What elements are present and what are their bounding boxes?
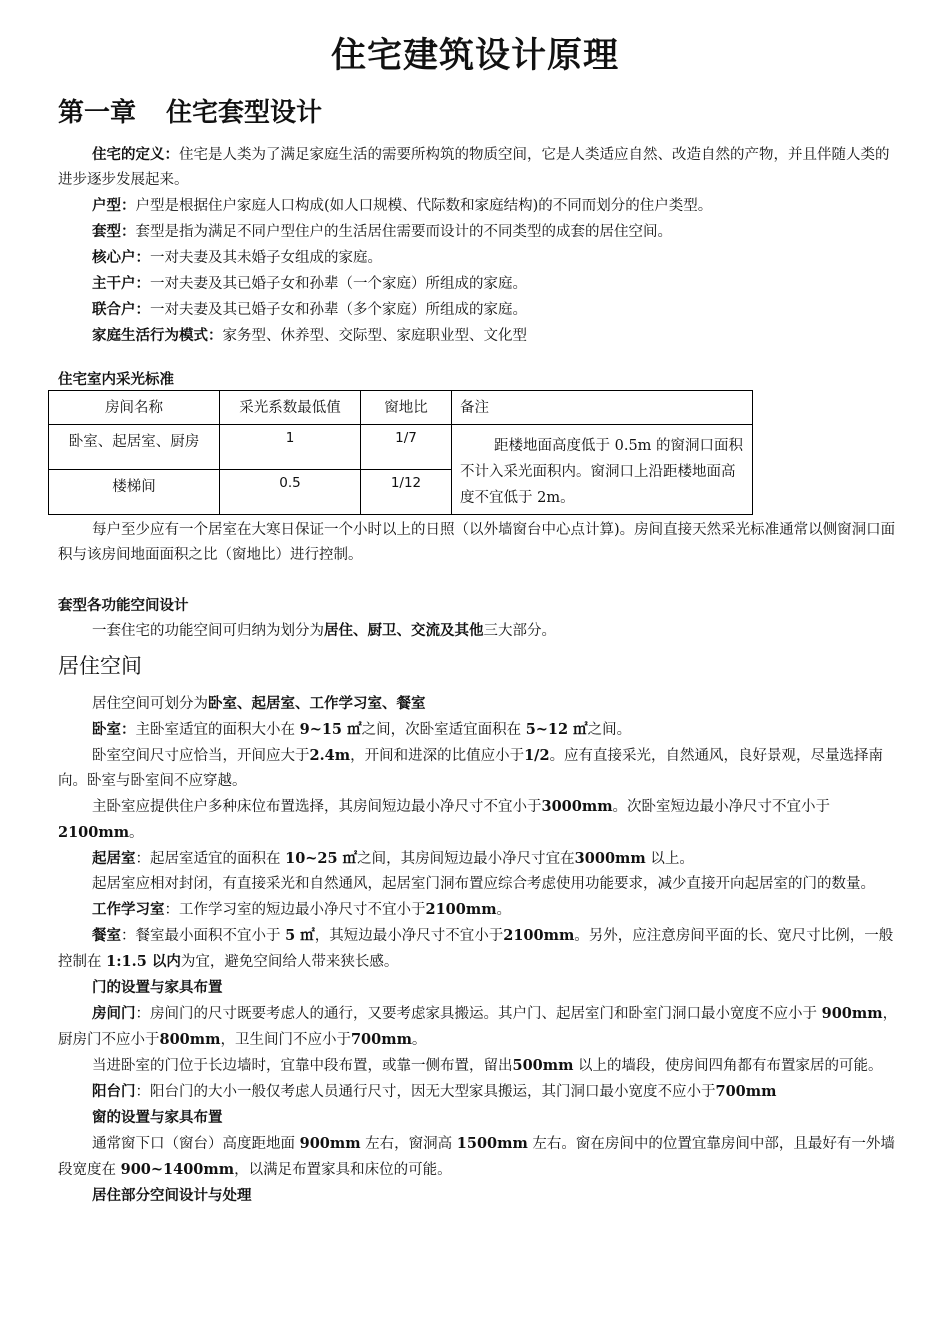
value: 2100mm <box>503 927 575 944</box>
text-span: 。次卧室短边最小净尺寸不宜小于 <box>612 799 831 815</box>
text-span: 左右。窗在房间中的位置宜靠房间中部，且最好有一外墙段宽度在 <box>58 1136 895 1178</box>
paragraph <box>58 1079 903 1105</box>
window-heading: 窗的设置与家具布置 <box>92 1109 223 1126</box>
definition-term: 家庭生活行为模式： <box>92 327 223 344</box>
paragraph <box>58 897 903 923</box>
lighting-standard-table <box>48 390 753 515</box>
function-heading: 套型各功能空间设计 <box>58 597 189 614</box>
subheading <box>58 1105 903 1131</box>
definition-term: 联合户： <box>92 301 150 318</box>
definition-item <box>58 297 903 323</box>
value: 9~15 ㎡ <box>299 721 362 738</box>
text-span: 主卧室适宜的面积大小在 <box>135 722 300 738</box>
definition-item <box>58 323 903 349</box>
paragraph <box>58 923 903 975</box>
text-span: 以上的墙段，使房间四角都有布置家居的可能。 <box>573 1058 883 1074</box>
text-span: 卧室空间尺寸应恰当，开间应大于 <box>92 748 310 764</box>
table-caption: 住宅室内采光标准 <box>58 371 174 388</box>
function-paragraph <box>58 618 903 644</box>
section-subheading: 居住部分空间设计与处理 <box>92 1187 252 1204</box>
table-header-cell: 备注 <box>452 391 753 425</box>
door-heading: 门的设置与家具布置 <box>92 979 223 996</box>
bold-span: 卧室、起居室、工作学习室、餐室 <box>208 695 426 712</box>
chapter-heading <box>58 92 322 129</box>
bold-span: 居住、厨卫、交流及其他 <box>324 622 484 639</box>
term: 工作学习室 <box>92 901 165 918</box>
text-span: 为宜，避免空间给人带来狭长感。 <box>180 954 399 970</box>
definition-term: 住宅的定义： <box>92 146 179 163</box>
subheading <box>58 1183 903 1209</box>
value: 2100mm <box>425 901 497 918</box>
table-cell: 楼梯间 <box>49 470 220 515</box>
value: 700mm <box>715 1083 777 1100</box>
table-row <box>49 425 753 470</box>
text-span: 。 <box>129 825 144 841</box>
text-span: 一套住宅的功能空间可归纳为划分为 <box>92 623 324 639</box>
text-span: 通常窗下口（窗台）高度距地面 <box>92 1136 300 1152</box>
definition-text: 户型是根据住户家庭人口构成(如人口规模、代际数和家庭结构)的不同而划分的住户类型。 <box>135 198 713 214</box>
text-span: ，厨房门不应小于 <box>58 1006 898 1048</box>
function-text <box>58 618 903 644</box>
text-span: ，其短边最小净尺寸不宜小于 <box>314 928 504 944</box>
definition-text: 一对夫妻及其已婚子女和孙辈（多个家庭）所组成的家庭。 <box>150 302 527 318</box>
text-span: ，开间和进深的比值应小于 <box>350 748 525 764</box>
text-span: ：餐室最小面积不宜小于 <box>121 928 286 944</box>
value: 500mm <box>512 1057 574 1074</box>
value: 1500mm <box>456 1135 528 1152</box>
text-span: ：阳台门的大小一般仅考虑人员通行尺寸，因无大型家具搬运，其门洞口最小宽度不应小于 <box>135 1084 716 1100</box>
subheading <box>58 975 903 1001</box>
paragraph <box>58 691 903 717</box>
value: 900mm <box>821 1005 883 1022</box>
text-span: ，以满足布置家具和床位的可能。 <box>234 1162 452 1178</box>
definition-term: 主干户： <box>92 275 150 292</box>
definition-item <box>58 245 903 271</box>
value: 1/2 <box>524 747 550 764</box>
page-title: 住宅建筑设计原理 <box>330 36 619 76</box>
value: 800mm <box>159 1031 221 1048</box>
paragraph <box>58 717 903 743</box>
definitions-block <box>58 142 903 349</box>
sunlight-text: 每户至少应有一个居室在大寒日保证一个小时以上的日照（以外墙窗台中心点计算)。房间直接天然采光标准通常以侧窗洞口面积与该房间地面面积之比（窗地比）进行控制。 <box>58 522 896 563</box>
value: 700mm <box>350 1031 412 1048</box>
sunlight-paragraph <box>58 518 903 568</box>
text-span: ：工作学习室的短边最小净尺寸不宜小于 <box>164 902 426 918</box>
value: 2.4m <box>309 747 351 764</box>
paragraph <box>58 1001 903 1053</box>
table-cell: 1 <box>220 425 361 470</box>
definition-item <box>58 271 903 297</box>
text-span: 当进卧室的门位于长边墙时，宜靠中段布置，或靠一侧布置，留出 <box>92 1058 513 1074</box>
living-block <box>58 691 903 1209</box>
table-cell: 1/7 <box>361 425 452 470</box>
table-note-cell <box>452 425 753 515</box>
value: 10~25 ㎡ <box>285 850 358 867</box>
value: 900mm <box>299 1135 361 1152</box>
term: 起居室 <box>92 850 136 867</box>
definition-text: 一对夫妻及其未婚子女组成的家庭。 <box>150 250 382 266</box>
value: 3000mm <box>574 850 646 867</box>
definition-term: 户型： <box>92 197 136 214</box>
table-header-cell: 窗地比 <box>361 391 452 425</box>
table-cell: 卧室、起居室、厨房 <box>49 425 220 470</box>
text-span: ，卫生间门不应小于 <box>220 1032 351 1048</box>
value: 5 ㎡ <box>285 927 315 944</box>
table-header-cell: 房间名称 <box>49 391 220 425</box>
text-span: 左右，窗洞高 <box>360 1136 457 1152</box>
definition-text: 套型是指为满足不同户型住户的生活居住需要而设计的不同类型的成套的居住空间。 <box>135 224 672 240</box>
text-span: 之间，其房间短边最小净尺寸宜在 <box>357 851 575 867</box>
paragraph <box>58 846 903 872</box>
term: 卧室： <box>92 721 136 738</box>
paragraph <box>58 794 903 846</box>
paragraph <box>58 1053 903 1079</box>
paragraph <box>58 1131 903 1183</box>
text-span: 以上。 <box>645 851 694 867</box>
living-heading: 居住空间 <box>58 654 142 678</box>
paragraph <box>58 743 903 794</box>
table-header-row <box>49 391 753 425</box>
text-span: ：房间门的尺寸既要考虑人的通行，又要考虑家具搬运。其户门、起居室门和卧室门洞口最小宽度不应小于 <box>135 1006 822 1022</box>
value: 5~12 ㎡ <box>525 721 588 738</box>
text-span: 。 <box>411 1032 427 1048</box>
term: 餐室 <box>92 927 121 944</box>
definition-item <box>58 219 903 245</box>
text-span: ：起居室适宜的面积在 <box>135 851 286 867</box>
text-span: 。应有直接采光，自然通风，良好景观，尽量选择南向。卧室与卧室间不应穿越。 <box>58 748 884 789</box>
text-span: 之间，次卧室适宜面积在 <box>361 722 526 738</box>
text-span: 之间。 <box>587 722 632 738</box>
text-span: 。 <box>496 902 512 918</box>
text-span: 。另外，应注意房间平面的长、宽尺寸比例，一般控制在 <box>58 928 894 970</box>
term: 房间门 <box>92 1005 136 1022</box>
chapter-number: 第一章 <box>58 98 137 128</box>
table-cell: 0.5 <box>220 470 361 515</box>
text-span: 主卧室应提供住户多种床位布置选择，其房间短边最小净尺寸不宜小于 <box>92 799 542 815</box>
table-header-cell: 采光系数最低值 <box>220 391 361 425</box>
definition-text: 家务型、休养型、交际型、家庭职业型、文化型 <box>222 328 527 344</box>
value: 900~1400mm <box>120 1161 235 1178</box>
paragraph: 起居室应相对封闭，有直接采光和自然通风，起居室门洞布置应综合考虑使用功能要求，减少直接开向起居室的门的数量。 <box>92 876 875 892</box>
value: 1:1.5 以内 <box>106 953 181 970</box>
text-span: 三大部分。 <box>483 623 556 639</box>
table-cell: 1/12 <box>361 470 452 515</box>
definition-item <box>58 142 903 193</box>
definition-text: 住宅是人类为了满足家庭生活的需要所构筑的物质空间，它是人类适应自然、改造自然的产物，并且伴随人类的进步逐步发展起来。 <box>58 147 890 188</box>
value: 2100mm <box>58 824 130 841</box>
term: 阳台门 <box>92 1083 136 1100</box>
definition-text: 一对夫妻及其已婚子女和孙辈（一个家庭）所组成的家庭。 <box>150 276 527 292</box>
value: 3000mm <box>541 798 613 815</box>
table-note: 距楼地面高度低于 0.5m 的窗洞口面积不计入采光面积内。窗洞口上沿距楼地面高度不宜低于 2m。 <box>460 438 744 506</box>
definition-term: 核心户： <box>92 249 150 266</box>
chapter-name: 住宅套型设计 <box>166 98 323 128</box>
text-span: 居住空间可划分为 <box>92 696 208 712</box>
definition-item <box>58 193 903 219</box>
definition-term: 套型： <box>92 223 136 240</box>
